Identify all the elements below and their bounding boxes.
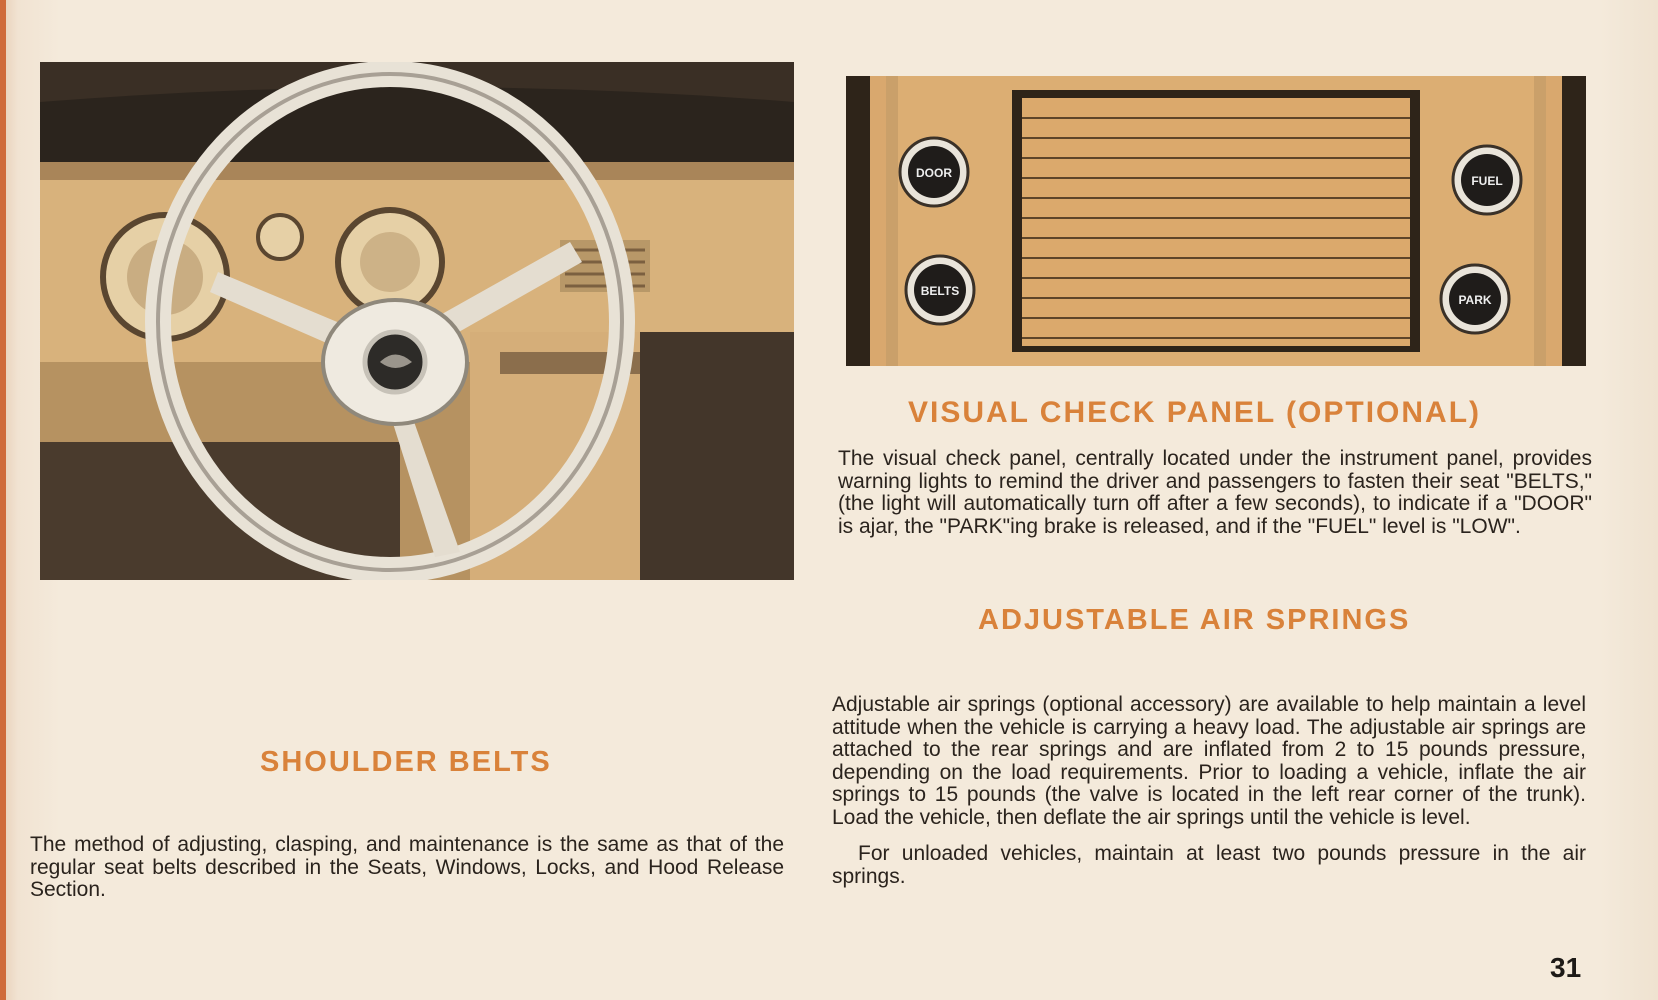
air-springs-paragraph-2: For unloaded vehicles, maintain at least two pounds pressure in the air springs. xyxy=(832,842,1586,888)
air-springs-body xyxy=(832,694,1586,888)
check-panel-illustration xyxy=(846,76,1586,366)
visual-check-panel-photo xyxy=(846,76,1586,366)
steering-wheel-photo xyxy=(40,62,794,580)
belts-light xyxy=(906,256,974,324)
park-light xyxy=(1441,265,1509,333)
door-light xyxy=(900,138,968,206)
shoulder-belts-paragraph: The method of adjusting, clasping, and maintenance is the same as that of the regular seat belts described in the Seats, Windows, Locks, and Hood Release Section. xyxy=(30,833,784,901)
shoulder-belts-body xyxy=(30,834,784,902)
page-edge xyxy=(0,0,6,1000)
visual-check-paragraph: The visual check panel, centrally located under the instrument panel, provides warning lights to remind the driver and passengers to fasten their seat "BELTS," (the light will automatically turn off after a few seconds), to indicate if a "DOOR" is ajar, the "PARK"ing brake is released, and if the "FUEL" level is "LOW". xyxy=(838,447,1592,538)
steering-wheel-illustration xyxy=(40,62,794,580)
visual-check-heading: VISUAL CHECK PANEL (OPTIONAL) xyxy=(908,396,1482,429)
shoulder-belts-heading: SHOULDER BELTS xyxy=(260,746,552,778)
belts-light-label: BELTS xyxy=(920,284,960,298)
park-light-label: PARK xyxy=(1458,293,1492,307)
visual-check-body xyxy=(838,448,1592,538)
page-number: 31 xyxy=(1550,952,1582,983)
air-springs-heading: ADJUSTABLE AIR SPRINGS xyxy=(978,604,1411,636)
air-springs-paragraph-1: Adjustable air springs (optional accessory) are available to help maintain a level attitude when the vehicle is carrying a heavy load. The adjustable air springs are attached to the rear springs and are inflated from 2 to 15 pounds pressure, depending on the load requirements. Prior to loading a vehicle, inflate the air springs to 15 pounds (the valve is located in the left rear corner of the trunk). Load the vehicle, then deflate the air springs until the vehicle is level. xyxy=(832,693,1586,829)
door-light-label: DOOR xyxy=(916,166,952,180)
fuel-light-label: FUEL xyxy=(1471,174,1503,188)
fuel-light xyxy=(1453,146,1521,214)
